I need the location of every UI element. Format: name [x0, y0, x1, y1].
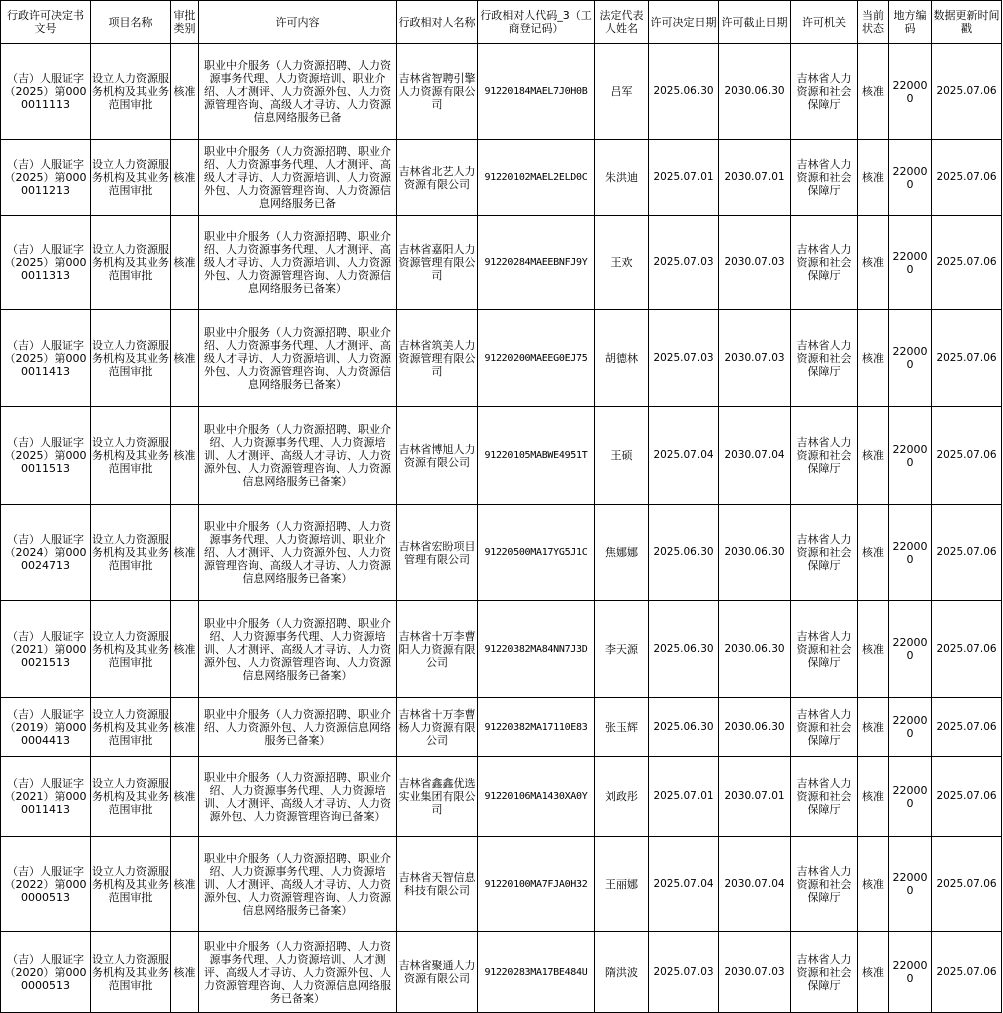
cell-category: 核准 [171, 757, 199, 837]
cell-category: 核准 [171, 407, 199, 505]
cell-deadline: 2030.07.03 [719, 216, 791, 310]
cell-doc-no: （吉）人服证字（2025）第0000011413 [1, 310, 91, 407]
cell-legal-rep: 刘政彤 [595, 757, 649, 837]
cell-authority: 吉林省人力资源和社会保障厅 [791, 216, 858, 310]
cell-doc-no: （吉）人服证字（2019）第0000004413 [1, 698, 91, 757]
table-row [1, 601, 1002, 698]
cell-decision-date: 2025.06.30 [649, 505, 719, 601]
cell-region-code: 220000 [889, 837, 932, 932]
cell-doc-no: （吉）人服证字（2024）第0000024713 [1, 505, 91, 601]
table-row [1, 407, 1002, 505]
cell-project: 设立人力资源服务机构及其业务范围审批 [91, 601, 171, 698]
cell-doc-no: （吉）人服证字（2020）第0000000513 [1, 932, 91, 1013]
cell-status: 核准 [858, 698, 889, 757]
cell-update-time: 2025.07.06 [932, 932, 1002, 1013]
table-row [1, 505, 1002, 601]
cell-decision-date: 2025.06.30 [649, 601, 719, 698]
cell-project: 设立人力资源服务机构及其业务范围审批 [91, 44, 171, 140]
cell-legal-rep: 王丽娜 [595, 837, 649, 932]
cell-party-code: 91220102MAEL2ELD0C [478, 140, 595, 216]
table-row [1, 698, 1002, 757]
cell-project: 设立人力资源服务机构及其业务范围审批 [91, 216, 171, 310]
cell-content: 职业中介服务（人力资源招聘、人力资源事务代理、人力资源培训、人才测评、高级人才寻访、人力资源外包、人力资源管理咨询、人力资源信息网络服务已备案） [199, 932, 397, 1013]
cell-doc-no: （吉）人服证字（2025）第0000011313 [1, 216, 91, 310]
cell-decision-date: 2025.07.03 [649, 310, 719, 407]
cell-region-code: 220000 [889, 932, 932, 1013]
table-row [1, 837, 1002, 932]
cell-project: 设立人力资源服务机构及其业务范围审批 [91, 932, 171, 1013]
cell-party-code: 91220283MA17BE484U [478, 932, 595, 1013]
cell-legal-rep: 王硕 [595, 407, 649, 505]
cell-doc-no: （吉）人服证字（2025）第0000011113 [1, 44, 91, 140]
cell-decision-date: 2025.07.04 [649, 837, 719, 932]
cell-content: 职业中介服务（人力资源招聘、职业介绍、人力资源事务代理、人力资源培训、人才测评、高级人才寻访、人力资源外包、人力资源管理咨询、人力资源信息网络服务已备案） [199, 837, 397, 932]
cell-party-name: 吉林省宏盼项目管理有限公司 [397, 505, 478, 601]
cell-deadline: 2030.07.01 [719, 140, 791, 216]
cell-party-name: 吉林省博旭人力资源有限公司 [397, 407, 478, 505]
cell-update-time: 2025.07.06 [932, 601, 1002, 698]
cell-category: 核准 [171, 601, 199, 698]
cell-content: 职业中介服务（人力资源招聘、职业介绍、人力资源事务代理、人才测评、高级人才寻访、人力资源培训、人力资源外包、人力资源管理咨询、人力资源信息网络服务已备案） [199, 310, 397, 407]
cell-category: 核准 [171, 932, 199, 1013]
header-authority: 许可机关 [791, 1, 858, 44]
cell-content: 职业中介服务（人力资源招聘、职业介绍、人力资源事务代理、人力资源培训、人才测评、高级人才寻访、人力资源外包、人力资源管理咨询已备案） [199, 757, 397, 837]
cell-doc-no: （吉）人服证字（2025）第0000011213 [1, 140, 91, 216]
table-row [1, 140, 1002, 216]
cell-content: 职业中介服务（人力资源招聘、人力资源事务代理、人力资源培训、职业介绍、人才测评、人力资源外包、人力资源管理咨询、高级人才寻访、人力资源信息网络服务已备案） [199, 505, 397, 601]
cell-legal-rep: 胡德林 [595, 310, 649, 407]
cell-region-code: 220000 [889, 407, 932, 505]
cell-update-time: 2025.07.06 [932, 698, 1002, 757]
cell-party-name: 吉林省筑美人力资源管理有限公司 [397, 310, 478, 407]
cell-legal-rep: 张玉辉 [595, 698, 649, 757]
header-legal-rep: 法定代表人姓名 [595, 1, 649, 44]
cell-authority: 吉林省人力资源和社会保障厅 [791, 140, 858, 216]
cell-project: 设立人力资源服务机构及其业务范围审批 [91, 310, 171, 407]
cell-region-code: 220000 [889, 310, 932, 407]
cell-project: 设立人力资源服务机构及其业务范围审批 [91, 407, 171, 505]
cell-party-code: 91220382MA84NN7J3D [478, 601, 595, 698]
header-deadline: 许可截止日期 [719, 1, 791, 44]
cell-content: 职业中介服务（人力资源招聘、职业介绍、人力资源外包、人力资源信息网络服务已备案） [199, 698, 397, 757]
cell-party-code: 91220106MA1430XA0Y [478, 757, 595, 837]
cell-doc-no: （吉）人服证字（2022）第0000000513 [1, 837, 91, 932]
cell-status: 核准 [858, 310, 889, 407]
header-decision-date: 许可决定日期 [649, 1, 719, 44]
cell-legal-rep: 隋洪波 [595, 932, 649, 1013]
cell-project: 设立人力资源服务机构及其业务范围审批 [91, 505, 171, 601]
cell-legal-rep: 朱洪迪 [595, 140, 649, 216]
cell-update-time: 2025.07.06 [932, 310, 1002, 407]
cell-region-code: 220000 [889, 757, 932, 837]
cell-party-name: 吉林省智聘引擎人力资源有限公司 [397, 44, 478, 140]
cell-content: 职业中介服务（人力资源招聘、职业介绍、人力资源事务代理、人力资源培训、人才测评、高级人才寻访、人力资源外包、人力资源管理咨询、人力资源信息网络服务已备案） [199, 601, 397, 698]
cell-legal-rep: 李天源 [595, 601, 649, 698]
cell-update-time: 2025.07.06 [932, 216, 1002, 310]
header-row [1, 1, 1002, 44]
cell-deadline: 2030.06.30 [719, 601, 791, 698]
cell-party-code: 91220500MA17YG5J1C [478, 505, 595, 601]
cell-update-time: 2025.07.06 [932, 837, 1002, 932]
cell-status: 核准 [858, 407, 889, 505]
cell-status: 核准 [858, 140, 889, 216]
cell-party-code: 91220284MAEEBNFJ9Y [478, 216, 595, 310]
cell-decision-date: 2025.07.03 [649, 216, 719, 310]
cell-region-code: 220000 [889, 698, 932, 757]
cell-category: 核准 [171, 698, 199, 757]
cell-category: 核准 [171, 505, 199, 601]
cell-region-code: 220000 [889, 505, 932, 601]
cell-region-code: 220000 [889, 140, 932, 216]
cell-update-time: 2025.07.06 [932, 140, 1002, 216]
cell-deadline: 2030.07.03 [719, 310, 791, 407]
cell-deadline: 2030.07.03 [719, 932, 791, 1013]
cell-content: 职业中介服务（人力资源招聘、职业介绍、人力资源事务代理、人力资源培训、人才测评、高级人才寻访、人力资源外包、人力资源管理咨询、人力资源信息网络服务已备案） [199, 407, 397, 505]
table-row [1, 757, 1002, 837]
cell-update-time: 2025.07.06 [932, 44, 1002, 140]
cell-region-code: 220000 [889, 216, 932, 310]
cell-party-name: 吉林省鑫鑫优选实业集团有限公司 [397, 757, 478, 837]
cell-decision-date: 2025.07.03 [649, 932, 719, 1013]
header-region-code: 地方编码 [889, 1, 932, 44]
cell-party-name: 吉林省十万李曹阳人力资源有限公司 [397, 601, 478, 698]
cell-update-time: 2025.07.06 [932, 757, 1002, 837]
cell-doc-no: （吉）人服证字（2021）第0000021513 [1, 601, 91, 698]
cell-category: 核准 [171, 310, 199, 407]
cell-deadline: 2030.06.30 [719, 505, 791, 601]
cell-update-time: 2025.07.06 [932, 505, 1002, 601]
cell-party-code: 91220184MAEL7J0H0B [478, 44, 595, 140]
cell-party-code: 91220200MAEEG0EJ75 [478, 310, 595, 407]
cell-status: 核准 [858, 216, 889, 310]
cell-deadline: 2030.06.30 [719, 44, 791, 140]
header-category: 审批类别 [171, 1, 199, 44]
header-party-code: 行政相对人代码_3（工商登记码） [478, 1, 595, 44]
header-content: 许可内容 [199, 1, 397, 44]
cell-category: 核准 [171, 140, 199, 216]
cell-decision-date: 2025.06.30 [649, 698, 719, 757]
cell-authority: 吉林省人力资源和社会保障厅 [791, 601, 858, 698]
cell-authority: 吉林省人力资源和社会保障厅 [791, 757, 858, 837]
table-row [1, 216, 1002, 310]
header-project: 项目名称 [91, 1, 171, 44]
cell-project: 设立人力资源服务机构及其业务范围审批 [91, 757, 171, 837]
cell-authority: 吉林省人力资源和社会保障厅 [791, 837, 858, 932]
cell-legal-rep: 王欢 [595, 216, 649, 310]
cell-authority: 吉林省人力资源和社会保障厅 [791, 310, 858, 407]
cell-doc-no: （吉）人服证字（2021）第0000011413 [1, 757, 91, 837]
cell-project: 设立人力资源服务机构及其业务范围审批 [91, 837, 171, 932]
cell-decision-date: 2025.07.01 [649, 140, 719, 216]
table-row [1, 932, 1002, 1013]
cell-authority: 吉林省人力资源和社会保障厅 [791, 932, 858, 1013]
cell-decision-date: 2025.06.30 [649, 44, 719, 140]
header-doc-no: 行政许可决定书文号 [1, 1, 91, 44]
cell-deadline: 2030.06.30 [719, 698, 791, 757]
cell-status: 核准 [858, 837, 889, 932]
cell-project: 设立人力资源服务机构及其业务范围审批 [91, 698, 171, 757]
cell-category: 核准 [171, 44, 199, 140]
cell-authority: 吉林省人力资源和社会保障厅 [791, 505, 858, 601]
cell-content: 职业中介服务（人力资源招聘、人力资源事务代理、人力资源培训、职业介绍、人才测评、人力资源外包、人力资源管理咨询、高级人才寻访、人力资源信息网络服务已备 [199, 44, 397, 140]
cell-region-code: 220000 [889, 44, 932, 140]
cell-party-name: 吉林省北艺人力资源有限公司 [397, 140, 478, 216]
cell-status: 核准 [858, 932, 889, 1013]
cell-party-name: 吉林省天智信息科技有限公司 [397, 837, 478, 932]
header-update-time: 数据更新时间戳 [932, 1, 1002, 44]
cell-deadline: 2030.07.01 [719, 757, 791, 837]
table-row [1, 44, 1002, 140]
cell-status: 核准 [858, 44, 889, 140]
cell-status: 核准 [858, 601, 889, 698]
cell-category: 核准 [171, 837, 199, 932]
cell-content: 职业中介服务（人力资源招聘、职业介绍、人力资源事务代理、人才测评、高级人才寻访、人力资源培训、人力资源外包、人力资源管理咨询、人力资源信息网络服务已备案） [199, 216, 397, 310]
cell-status: 核准 [858, 505, 889, 601]
cell-doc-no: （吉）人服证字（2025）第0000011513 [1, 407, 91, 505]
cell-region-code: 220000 [889, 601, 932, 698]
cell-authority: 吉林省人力资源和社会保障厅 [791, 44, 858, 140]
cell-category: 核准 [171, 216, 199, 310]
cell-deadline: 2030.07.04 [719, 407, 791, 505]
cell-party-code: 91220382MA17110E83 [478, 698, 595, 757]
cell-party-name: 吉林省聚通人力资源有限公司 [397, 932, 478, 1013]
cell-party-code: 91220105MABWE4951T [478, 407, 595, 505]
cell-update-time: 2025.07.06 [932, 407, 1002, 505]
table-row [1, 310, 1002, 407]
cell-authority: 吉林省人力资源和社会保障厅 [791, 407, 858, 505]
cell-project: 设立人力资源服务机构及其业务范围审批 [91, 140, 171, 216]
cell-legal-rep: 吕军 [595, 44, 649, 140]
header-party-name: 行政相对人名称 [397, 1, 478, 44]
header-status: 当前状态 [858, 1, 889, 44]
cell-party-name: 吉林省十万李曹杨人力资源有限公司 [397, 698, 478, 757]
cell-legal-rep: 焦娜娜 [595, 505, 649, 601]
cell-content: 职业中介服务（人力资源招聘、职业介绍、人力资源事务代理、人才测评、高级人才寻访、人力资源培训、人力资源外包、人力资源管理咨询、人力资源信息网络服务已备 [199, 140, 397, 216]
cell-party-code: 91220100MA7FJA0H32 [478, 837, 595, 932]
cell-status: 核准 [858, 757, 889, 837]
cell-decision-date: 2025.07.01 [649, 757, 719, 837]
cell-authority: 吉林省人力资源和社会保障厅 [791, 698, 858, 757]
cell-deadline: 2030.07.04 [719, 837, 791, 932]
cell-party-name: 吉林省嘉阳人力资源管理有限公司 [397, 216, 478, 310]
cell-decision-date: 2025.07.04 [649, 407, 719, 505]
